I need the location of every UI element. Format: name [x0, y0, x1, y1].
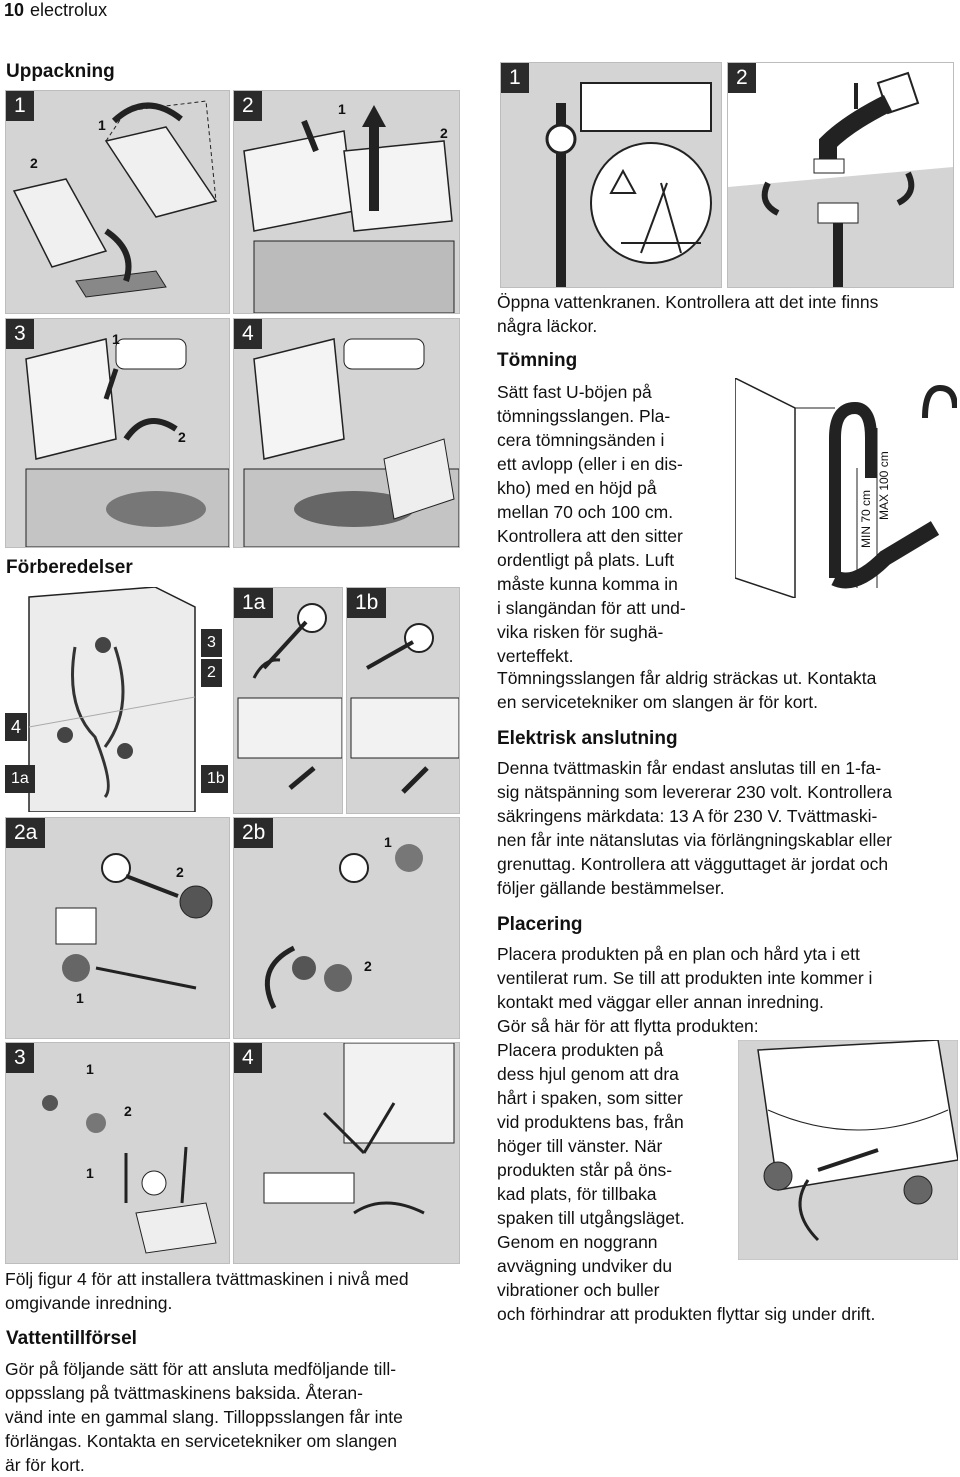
page-header	[4, 0, 107, 21]
tap-illustration	[728, 63, 953, 287]
open-tap-text: Öppna vattenkranen. Kontrollera att det inte finns några läckor.	[497, 292, 879, 336]
figure-label: 2b	[234, 818, 273, 848]
hose-connect-illustration	[501, 63, 721, 287]
figure-label: 1a	[5, 765, 35, 793]
unpack-figure-3	[5, 318, 230, 548]
step-number: 1	[384, 834, 392, 850]
unpack-illustration-3	[6, 319, 229, 547]
figure-label: 3	[6, 319, 34, 349]
unpack-figure-2	[233, 90, 460, 314]
figure-label: 4	[5, 713, 27, 741]
figure-label: 2a	[6, 818, 45, 848]
figure-label: 1b	[347, 588, 386, 618]
bolt-illustration-1a	[234, 588, 342, 813]
figure-label: 1	[501, 63, 529, 93]
drain-max-label: MAX 100 cm	[877, 451, 891, 520]
heading-uppackning: Uppackning	[6, 61, 115, 82]
drain-illustration	[735, 378, 957, 598]
heading-forberedelser: Förberedelser	[6, 557, 133, 578]
heading-vattentillforsel: Vattentillförsel	[6, 1328, 137, 1349]
prep-figure-rear	[5, 587, 228, 812]
prep-figure-4	[233, 1042, 460, 1264]
electric-text: Denna tvättmaskin får endast anslutas till en 1-fa- sig nätspänning som levererar 230 volt. Kontrollera säkringens märkdata: 13 A för 230 V. Tvättmaski- nen får inte nätanslutas via förlängningskablar eller grenuttag. Kontrollera att vägguttaget är jordat och följer gällande bestämmelser.	[497, 758, 892, 898]
unpack-figure-4	[233, 318, 460, 548]
step-number: 1	[76, 990, 84, 1006]
unpack-illustration-4	[234, 319, 459, 547]
unpack-figure-1	[5, 90, 230, 314]
prep-figure-1b	[346, 587, 460, 814]
cap-illustration-2a	[6, 818, 229, 1038]
rear-illustration	[5, 587, 228, 812]
step-number: 1	[112, 331, 120, 347]
heading-tomning: Tömning	[497, 350, 578, 371]
placing-text: Placera produkten på en plan och hård yta i ett ventilerat rum. Se till att produkten inte kommer i kontakt med väggar eller annan inredning. Gör så här för att flytta produkten:	[497, 944, 873, 1036]
step-number: 2	[30, 155, 38, 171]
water-figure-1	[500, 62, 722, 288]
step-number: 1	[86, 1165, 94, 1181]
screws-illustration	[6, 1043, 229, 1263]
prep-figure-3	[5, 1042, 230, 1264]
level-note: Följ figur 4 för att installera tvättmaskinen i nivå med omgivande inredning.	[5, 1269, 409, 1313]
step-number: 1	[98, 117, 106, 133]
figure-label: 4	[234, 319, 262, 349]
step-number: 1	[338, 101, 346, 117]
figure-label: 4	[234, 1043, 262, 1073]
cap-illustration-2b	[234, 818, 459, 1038]
plugs-illustration	[234, 1043, 459, 1263]
heading-elektrisk: Elektrisk anslutning	[497, 728, 678, 749]
step-number: 2	[176, 864, 184, 880]
page-number: 10	[4, 0, 25, 20]
bolt-illustration-1b	[347, 588, 459, 813]
heading-placering: Placering	[497, 914, 583, 935]
step-number: 2	[124, 1103, 132, 1119]
figure-label: 2	[201, 659, 222, 687]
unpack-illustration-2	[234, 91, 459, 313]
figure-label: 2	[728, 63, 756, 93]
moving-figure	[738, 1040, 958, 1260]
figure-label: 3	[201, 629, 222, 657]
step-number: 1	[86, 1061, 94, 1077]
drain-figure	[735, 378, 957, 598]
unpack-illustration-1	[6, 91, 229, 313]
wheel-lever-illustration	[738, 1040, 958, 1260]
water-text: Gör på följande sätt för att ansluta medföljande till- oppsslang på tvättmaskinens baksida. Återan- vänd inte en gammal slang. Tilloppsslangen får inte förlängas. Kontakta en servicetekniker om slangen är för kort.	[5, 1359, 403, 1475]
prep-figure-2b	[233, 817, 460, 1039]
brand-name: electrolux	[30, 0, 108, 20]
figure-label: 1b	[201, 765, 228, 793]
prep-figure-2a	[5, 817, 230, 1039]
prep-figure-1a	[233, 587, 343, 814]
figure-label: 1a	[234, 588, 273, 618]
drain-min-label: MIN 70 cm	[859, 489, 873, 548]
step-number: 2	[440, 125, 448, 141]
step-number: 2	[178, 429, 186, 445]
figure-label: 1	[6, 91, 34, 121]
water-figure-2	[727, 62, 954, 288]
drain-end-text: Tömningsslangen får aldrig sträckas ut. Kontakta en servicetekniker om slangen är för kort.	[497, 668, 877, 712]
moving-end-text: och förhindrar att produkten flyttar sig under drift.	[497, 1304, 876, 1324]
drain-text: Sätt fast U-böjen på tömningsslangen. Pla- cera tömningsänden i ett avlopp (eller i en dis- kho) med en höjd på mellan 70 och 100 cm. Kontrollera att den sitter ordentligt på plats. Luft måste kunna komma in i slangändan för att und- vika risken för sughä- verteffekt.	[497, 382, 686, 666]
step-number: 2	[364, 958, 372, 974]
figure-label: 3	[6, 1043, 34, 1073]
moving-text: Placera produkten på dess hjul genom att dra hårt i spaken, som sitter vid produktens bas, från höger till vänster. När produkten står på öns- kad plats, för tillbaka spaken till utgångsläget. Genom en noggrann avvägning undviker du vibrationer och buller	[497, 1040, 685, 1300]
figure-label: 2	[234, 91, 262, 121]
